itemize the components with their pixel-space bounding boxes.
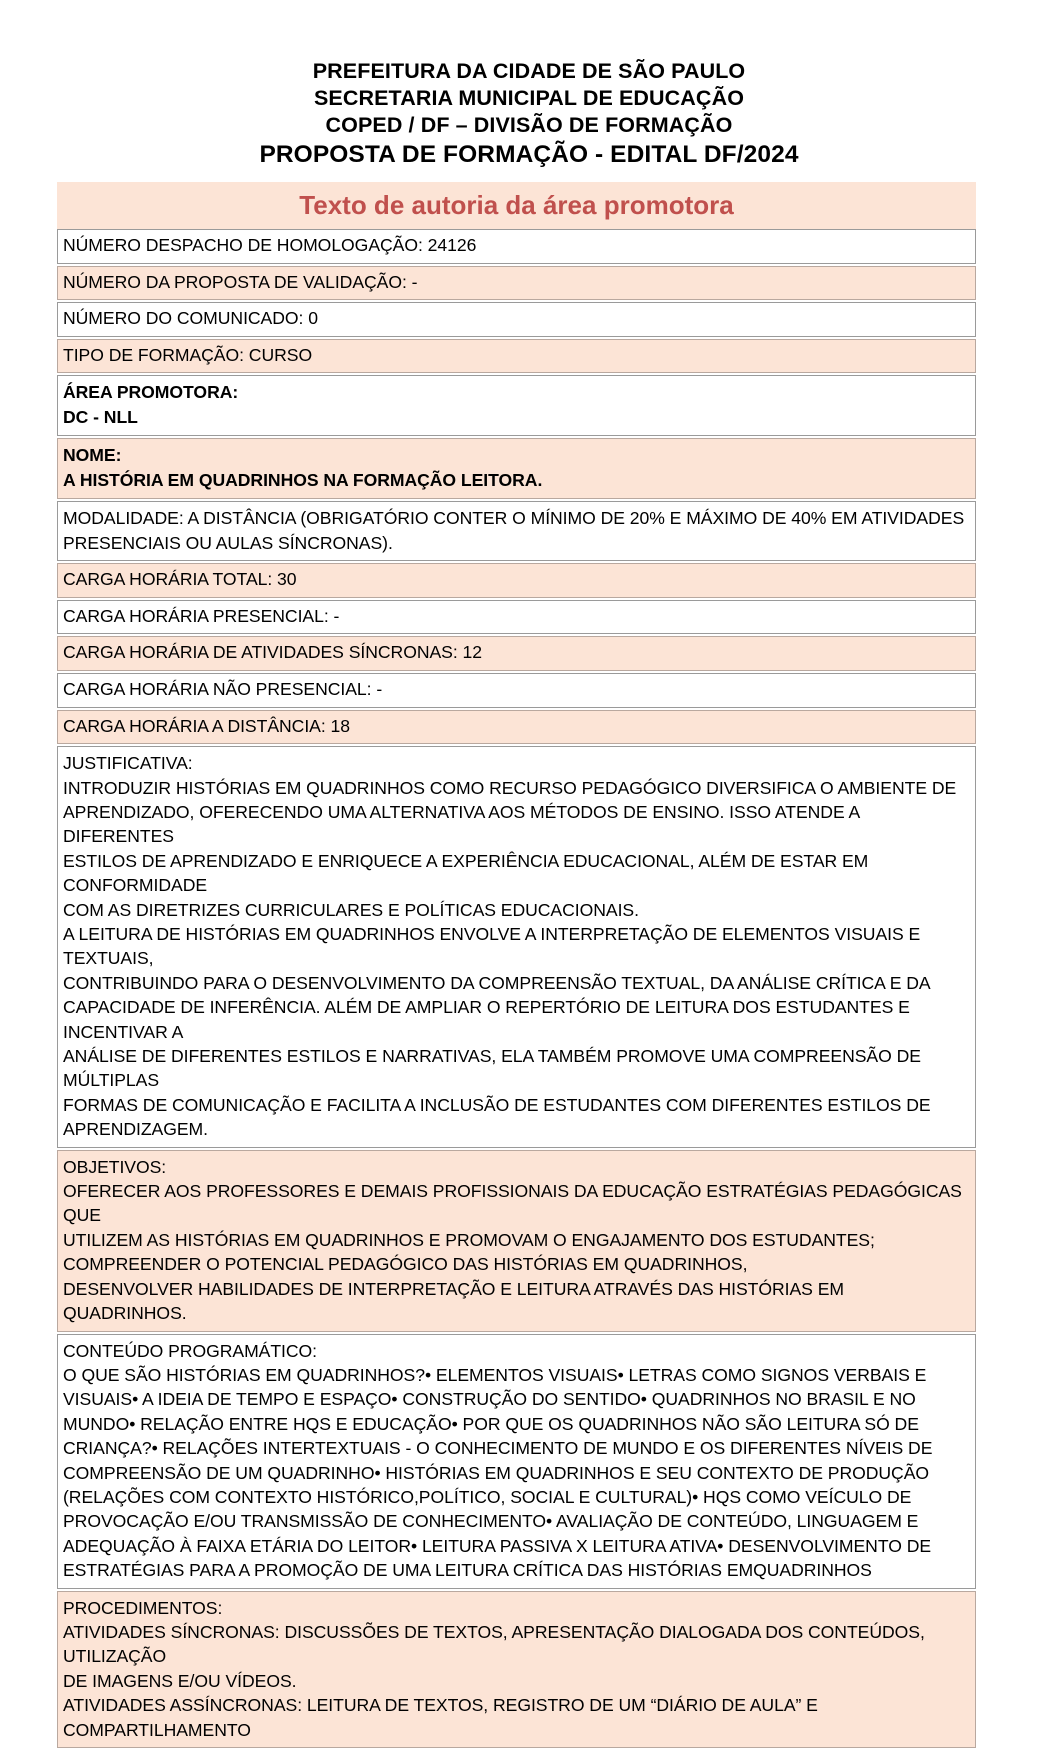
justificativa-line: COM AS DIRETRIZES CURRICULARES E POLÍTICAS EDUCACIONAIS. [63,899,639,920]
row-modalidade [57,501,976,561]
conteudo-programatico-line: (RELAÇÕES COM CONTEXTO HISTÓRICO,POLÍTICO, SOCIAL E CULTURAL)• HQS COMO VEÍCULO DE [63,1486,912,1507]
modalidade-line-1: MODALIDADE: A DISTÂNCIA (OBRIGATÓRIO CONTER O MÍNIMO DE 20% E MÁXIMO DE 40% EM ATIVIDADES [63,508,965,529]
row-tipo-formacao [57,339,976,374]
procedimentos-line: DE IMAGENS E/OU VÍDEOS. [63,1670,297,1691]
proposal-form-table [57,182,976,1748]
row-conteudo-programatico [57,1334,976,1589]
header-line-proposta: PROPOSTA DE FORMAÇÃO - EDITAL DF/2024 [259,141,799,168]
objetivos-line: COMPREENDER O POTENCIAL PEDAGÓGICO DAS HISTÓRIAS EM QUADRINHOS, [63,1254,748,1275]
document-header [0,0,1058,170]
section-band-title: Texto de autoria da área promotora [57,182,976,229]
conteudo-programatico-line: MUNDO• RELAÇÃO ENTRE HQS E EDUCAÇÃO• POR QUE OS QUADRINHOS NÃO SÃO LEITURA SÓ DE [63,1413,919,1434]
row-carga-horaria-nao-presencial [57,673,976,708]
conteudo-programatico-line: COMPREENSÃO DE UM QUADRINHO• HISTÓRIAS EM QUADRINHOS E SEU CONTEXTO DE PRODUÇÃO [63,1462,930,1483]
objetivos-label: OBJETIVOS: [63,1156,167,1177]
carga-horaria-sincronas-text: CARGA HORÁRIA DE ATIVIDADES SÍNCRONAS: 12 [63,642,483,663]
row-carga-horaria-presencial [57,600,976,635]
carga-horaria-total-text: CARGA HORÁRIA TOTAL: 30 [63,569,297,590]
procedimentos-line: ATIVIDADES ASSÍNCRONAS: LEITURA DE TEXTOS, REGISTRO DE UM “DIÁRIO DE AULA” E COMPARTILHAMENTO [63,1695,818,1740]
area-promotora-value: DC - NLL [63,407,138,428]
justificativa-line: A LEITURA DE HISTÓRIAS EM QUADRINHOS ENVOLVE A INTERPRETAÇÃO DE ELEMENTOS VISUAIS E TEXTUAIS, [63,924,921,969]
header-line-secretaria: SECRETARIA MUNICIPAL DE EDUCAÇÃO [313,86,745,110]
modalidade-line-2: PRESENCIAIS OU AULAS SÍNCRONAS). [63,532,393,553]
objetivos-line: DESENVOLVER HABILIDADES DE INTERPRETAÇÃO E LEITURA ATRAVÉS DAS HISTÓRIAS EM QUADRINHOS. [63,1278,844,1324]
conteudo-programatico-line: CRIANÇA?• RELAÇÕES INTERTEXTUAIS - O CONHECIMENTO DE MUNDO E OS DIFERENTES NÍVEIS DE [63,1438,933,1459]
justificativa-line: CAPACIDADE DE INFERÊNCIA. ALÉM DE AMPLIAR O REPERTÓRIO DE LEITURA DOS ESTUDANTES E INCENTIVAR A [63,997,910,1042]
objetivos-line: OFERECER AOS PROFESSORES E DEMAIS PROFISSIONAIS DA EDUCAÇÃO ESTRATÉGIAS PEDAGÓGICAS QUE [63,1181,962,1226]
conteudo-programatico-line: O QUE SÃO HISTÓRIAS EM QUADRINHOS?• ELEMENTOS VISUAIS• LETRAS COMO SIGNOS VERBAIS E [63,1364,927,1385]
numero-proposta-validacao-text: NÚMERO DA PROPOSTA DE VALIDAÇÃO: - [63,271,418,292]
numero-despacho-text: NÚMERO DESPACHO DE HOMOLOGAÇÃO: 24126 [63,235,477,255]
justificativa-line: APRENDIZAGEM. [63,1119,209,1140]
carga-horaria-nao-presencial-text: CARGA HORÁRIA NÃO PRESENCIAL: - [63,678,383,699]
row-justificativa [57,746,976,1148]
conteudo-programatico-line: ADEQUAÇÃO À FAIXA ETÁRIA DO LEITOR• LEITURA PASSIVA X LEITURA ATIVA• DESENVOLVIMENTO DE [63,1535,932,1556]
area-promotora-label: ÁREA PROMOTORA: [63,382,239,403]
row-area-promotora [57,375,976,436]
justificativa-line: FORMAS DE COMUNICAÇÃO E FACILITA A INCLUSÃO DE ESTUDANTES COM DIFERENTES ESTILOS DE [63,1094,931,1115]
carga-horaria-distancia-text: CARGA HORÁRIA A DISTÂNCIA: 18 [63,715,350,736]
justificativa-line: INTRODUZIR HISTÓRIAS EM QUADRINHOS COMO RECURSO PEDAGÓGICO DIVERSIFICA O AMBIENTE DE [63,777,957,798]
justificativa-line: ANÁLISE DE DIFERENTES ESTILOS E NARRATIVAS, ELA TAMBÉM PROMOVE UMA COMPREENSÃO DE MÚLTIPLAS [63,1046,921,1091]
row-nome [57,438,976,499]
row-procedimentos [57,1591,976,1748]
justificativa-label: JUSTIFICATIVA: [63,753,193,774]
conteudo-programatico-line: ESTRATÉGIAS PARA A PROMOÇÃO DE UMA LEITURA CRÍTICA DAS HISTÓRIAS EMQUADRINHOS [63,1560,872,1581]
carga-horaria-presencial-text: CARGA HORÁRIA PRESENCIAL: - [63,605,340,626]
objetivos-line: UTILIZEM AS HISTÓRIAS EM QUADRINHOS E PROMOVAM O ENGAJAMENTO DOS ESTUDANTES; [63,1229,875,1250]
header-line-prefeitura: PREFEITURA DA CIDADE DE SÃO PAULO [312,59,746,83]
numero-comunicado-text: NÚMERO DO COMUNICADO: 0 [63,308,318,329]
procedimentos-label: PROCEDIMENTOS: [63,1597,223,1618]
header-line-coped: COPED / DF – DIVISÃO DE FORMAÇÃO [325,113,733,137]
conteudo-programatico-line: PROVOCAÇÃO E/OU TRANSMISSÃO DE CONHECIMENTO• AVALIAÇÃO DE CONTEÚDO, LINGUAGEM E [63,1511,919,1532]
justificativa-line: APRENDIZADO, OFERECENDO UMA ALTERNATIVA AOS MÉTODOS DE ENSINO. ISSO ATENDE A DIFERENTES [63,801,860,847]
justificativa-line: ESTILOS DE APRENDIZADO E ENRIQUECE A EXPERIÊNCIA EDUCACIONAL, ALÉM DE ESTAR EM CONFORMIDADE [63,850,869,896]
tipo-formacao-text: TIPO DE FORMAÇÃO: CURSO [63,344,313,365]
row-numero-proposta-validacao [57,266,976,301]
row-numero-comunicado [57,302,976,337]
row-numero-despacho [57,229,976,264]
row-objetivos [57,1150,976,1332]
conteudo-programatico-line: VISUAIS• A IDEIA DE TEMPO E ESPAÇO• CONSTRUÇÃO DO SENTIDO• QUADRINHOS NO BRASIL E NO [63,1389,916,1410]
row-carga-horaria-sincronas [57,636,976,671]
nome-value: A HISTÓRIA EM QUADRINHOS NA FORMAÇÃO LEITORA. [63,470,543,491]
conteudo-programatico-label: CONTEÚDO PROGRAMÁTICO: [63,1340,318,1361]
row-carga-horaria-total [57,563,976,598]
procedimentos-line: ATIVIDADES SÍNCRONAS: DISCUSSÕES DE TEXTOS, APRESENTAÇÃO DIALOGADA DOS CONTEÚDOS, UTILIZAÇÃO [63,1621,925,1667]
nome-label: NOME: [63,445,122,466]
justificativa-line: CONTRIBUINDO PARA O DESENVOLVIMENTO DA COMPREENSÃO TEXTUAL, DA ANÁLISE CRÍTICA E DA [63,972,931,993]
row-carga-horaria-distancia [57,710,976,745]
